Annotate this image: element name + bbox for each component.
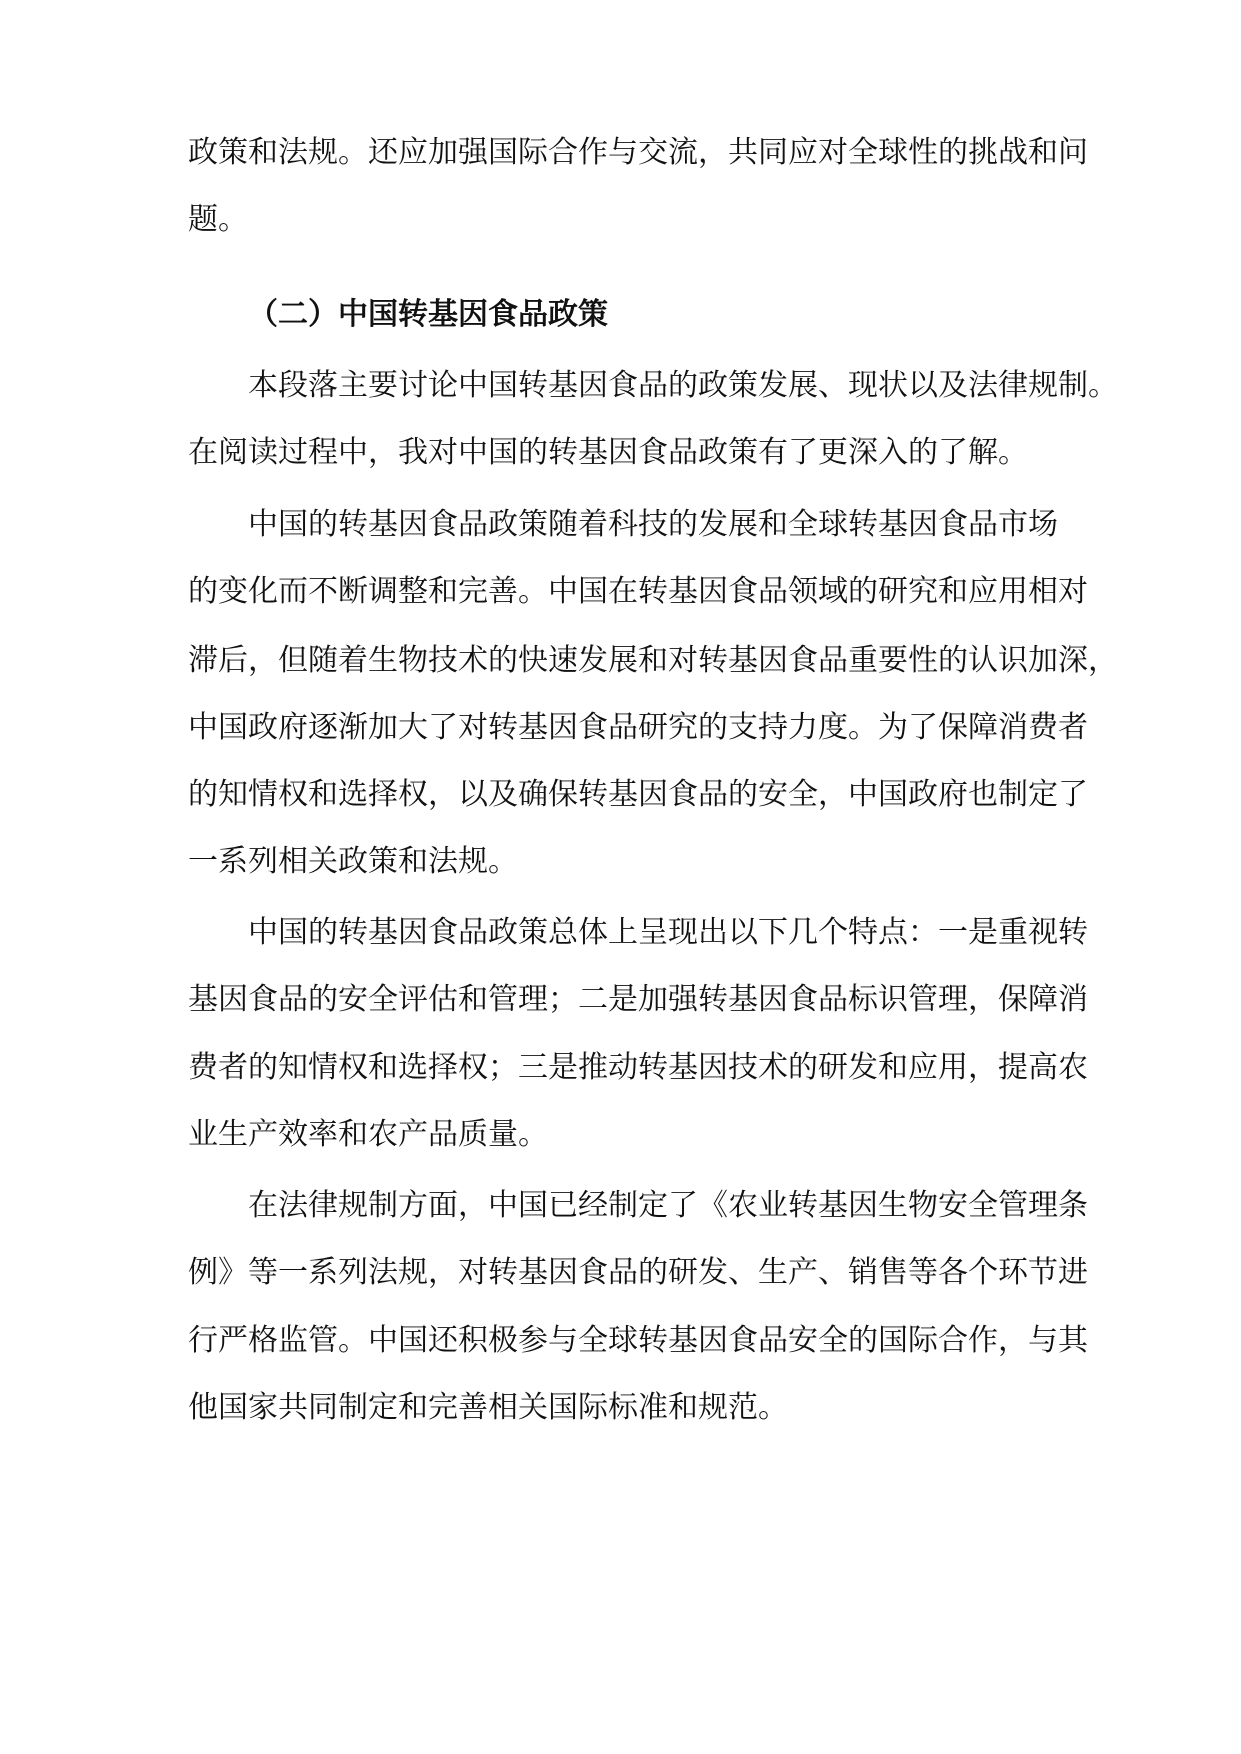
paragraph-line: 滞后，但随着生物技术的快速发展和对转基因食品重要性的认识加深， xyxy=(188,643,1118,678)
paragraph-line: 他国家共同制定和完善相关国际标准和规范。 xyxy=(188,1390,788,1425)
section-heading: （二）中国转基因食品政策 xyxy=(248,297,608,332)
paragraph-line: 业生产效率和农产品质量。 xyxy=(188,1117,548,1152)
paragraph-line: 在阅读过程中，我对中国的转基因食品政策有了更深入的了解。 xyxy=(188,435,1028,470)
paragraph-line: 费者的知情权和选择权；三是推动转基因技术的研发和应用，提高农 xyxy=(188,1050,1088,1085)
paragraph-line: 的知情权和选择权，以及确保转基因食品的安全，中国政府也制定了 xyxy=(188,777,1088,812)
paragraph-line: 中国政府逐渐加大了对转基因食品研究的支持力度。为了保障消费者 xyxy=(188,710,1088,745)
paragraph-line: 政策和法规。还应加强国际合作与交流，共同应对全球性的挑战和问 xyxy=(188,135,1088,170)
paragraph-line: 本段落主要讨论中国转基因食品的政策发展、现状以及法律规制。 xyxy=(248,368,1118,403)
paragraph-line: 题。 xyxy=(188,202,248,237)
paragraph-line: 在法律规制方面，中国已经制定了《农业转基因生物安全管理条 xyxy=(248,1188,1088,1223)
paragraph-line: 中国的转基因食品政策随着科技的发展和全球转基因食品市场 xyxy=(248,507,1058,542)
paragraph-line: 行严格监管。中国还积极参与全球转基因食品安全的国际合作，与其 xyxy=(188,1323,1088,1358)
paragraph-line: 的变化而不断调整和完善。中国在转基因食品领域的研究和应用相对 xyxy=(188,574,1088,609)
paragraph-line: 中国的转基因食品政策总体上呈现出以下几个特点：一是重视转 xyxy=(248,915,1088,950)
paragraph-line: 例》等一系列法规，对转基因食品的研发、生产、销售等各个环节进 xyxy=(188,1255,1088,1290)
paragraph-line: 基因食品的安全评估和管理；二是加强转基因食品标识管理，保障消 xyxy=(188,982,1088,1017)
paragraph-line: 一系列相关政策和法规。 xyxy=(188,844,518,879)
